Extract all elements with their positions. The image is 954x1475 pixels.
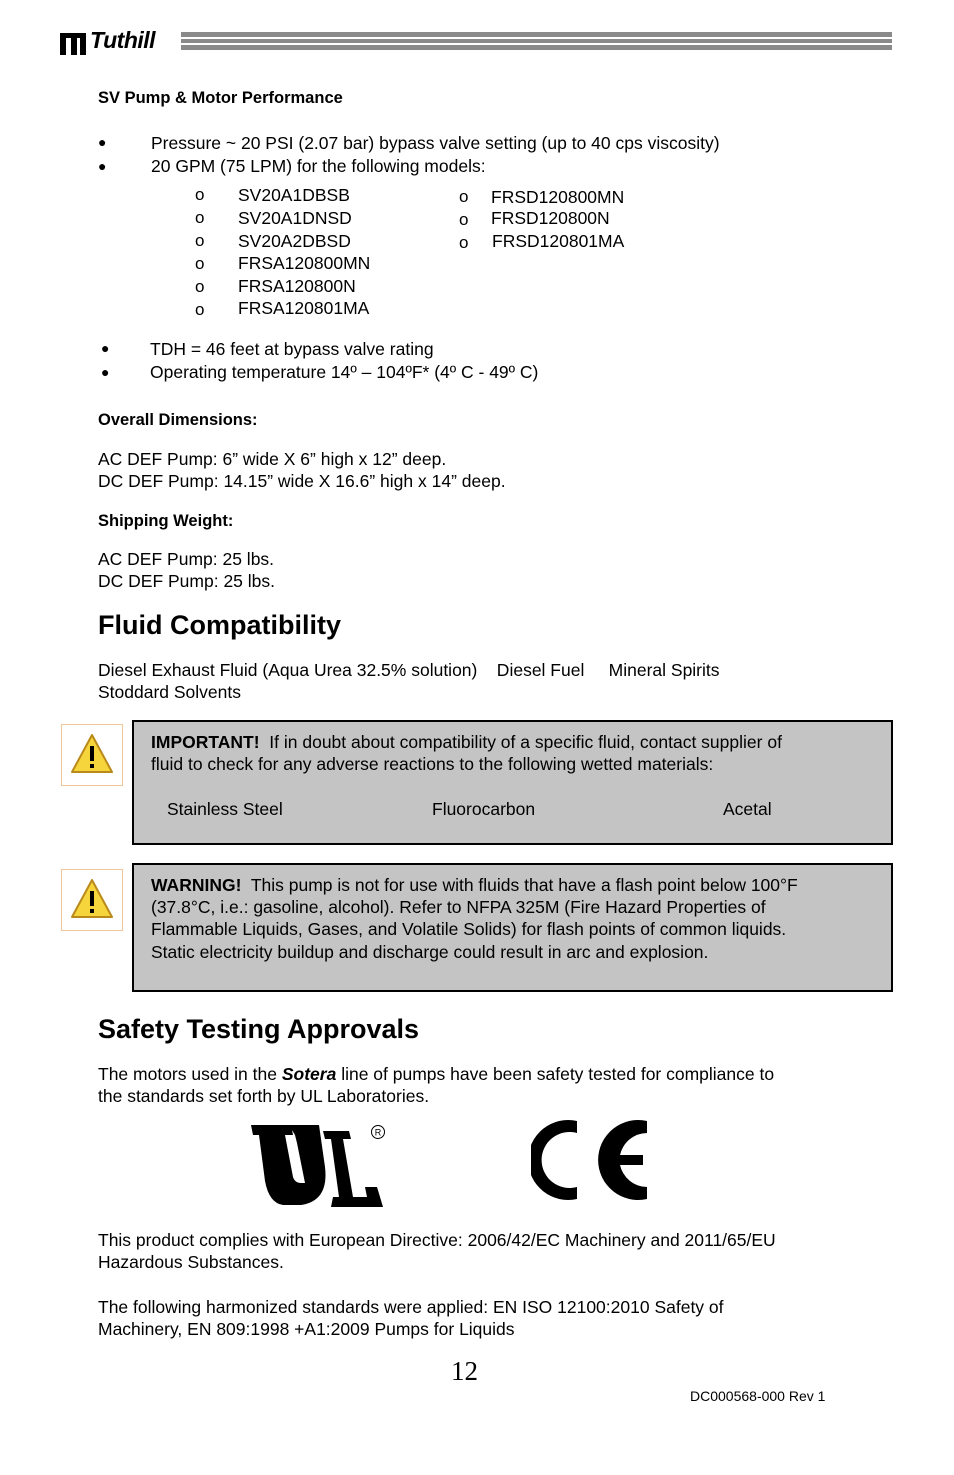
important-label: IMPORTANT! xyxy=(151,732,260,752)
circle-bullet-icon: o xyxy=(195,277,205,296)
bullet-tdh: TDH = 46 feet at bypass valve rating xyxy=(150,339,434,359)
weight-ac: AC DEF Pump: 25 lbs. xyxy=(98,549,275,569)
list-item: SV20A1DNSD xyxy=(238,208,352,228)
circle-bullet-icon: o xyxy=(195,185,205,204)
fluid-heading: Fluid Compatibility xyxy=(98,610,341,640)
safety-line2: the standards set forth by UL Laboratories. xyxy=(98,1086,430,1106)
list-item: SV20A2DBSD xyxy=(238,231,351,251)
ul-logo-icon xyxy=(249,1121,389,1211)
material-stainless: Stainless Steel xyxy=(167,799,283,819)
ul-registered-mark: R xyxy=(374,1127,382,1138)
weight-dc: DC DEF Pump: 25 lbs. xyxy=(98,571,275,591)
bullet-icon: ● xyxy=(101,364,110,380)
bullet-gpm: 20 GPM (75 LPM) for the following models: xyxy=(151,156,486,176)
bullet-icon: ● xyxy=(101,340,110,356)
standards-line1: The following harmonized standards were applied: EN ISO 12100:2010 Safety of xyxy=(98,1297,724,1317)
important-text: If in doubt about compatibility of a specific fluid, contact supplier of xyxy=(269,732,782,752)
circle-bullet-icon: o xyxy=(459,210,469,229)
directive-line1: This product complies with European Directive: 2006/42/EC Machinery and 2011/65/EU xyxy=(98,1230,776,1250)
circle-bullet-icon: o xyxy=(459,187,469,206)
circle-bullet-icon: o xyxy=(195,208,205,227)
warning-line2: (37.8°C, i.e.: gasoline, alcohol). Refer to NFPA 325M (Fire Hazard Properties of xyxy=(151,897,766,917)
material-fluorocarbon: Fluorocarbon xyxy=(432,799,536,819)
circle-bullet-icon: o xyxy=(195,254,205,273)
tuthill-logo-icon xyxy=(58,29,92,57)
bullet-icon: ● xyxy=(98,158,107,174)
dimensions-dc: DC DEF Pump: 14.15” wide X 16.6” high x 14” deep. xyxy=(98,471,506,491)
list-item: FRSA120801MA xyxy=(238,298,370,318)
warning-triangle-icon xyxy=(61,724,123,786)
logo-text: Tuthill xyxy=(90,27,156,53)
list-item: FRSA120800N xyxy=(238,276,356,296)
fluid-list-line1: Diesel Exhaust Fluid (Aqua Urea 32.5% solution) Diesel Fuel Mineral Spirits xyxy=(98,660,720,680)
fluid-list-line2: Stoddard Solvents xyxy=(98,682,242,702)
bullet-temperature: Operating temperature 14º – 104ºF* (4º C - 49º C) xyxy=(150,362,539,382)
weight-heading: Shipping Weight: xyxy=(98,512,234,530)
safety-heading: Safety Testing Approvals xyxy=(98,1014,420,1044)
circle-bullet-icon: o xyxy=(195,231,205,250)
circle-bullet-icon: o xyxy=(459,233,469,252)
warning-triangle-icon xyxy=(61,869,123,931)
warning-text: This pump is not for use with fluids that have a flash point below 100°F xyxy=(250,875,798,895)
list-item: FRSD120800MN xyxy=(491,187,625,207)
list-item: FRSA120800MN xyxy=(238,253,371,273)
brand-name: Sotera xyxy=(281,1064,337,1084)
page-number: 12 xyxy=(451,1356,478,1386)
material-acetal: Acetal xyxy=(723,799,772,819)
directive-line2: Hazardous Substances. xyxy=(98,1252,284,1272)
safety-line1: The motors used in the Sotera line of pumps have been safety tested for compliance to xyxy=(98,1064,775,1084)
doc-id: DC000568-000 Rev 1 xyxy=(690,1388,826,1404)
dimensions-heading: Overall Dimensions: xyxy=(98,411,258,429)
ce-mark-icon xyxy=(531,1117,651,1203)
performance-heading: SV Pump & Motor Performance xyxy=(98,89,343,107)
list-item: FRSD120801MA xyxy=(492,231,625,251)
warning-line1 xyxy=(151,874,798,896)
circle-bullet-icon: o xyxy=(195,300,205,319)
list-item: SV20A1DBSB xyxy=(238,185,350,205)
standards-line2: Machinery, EN 809:1998 +A1:2009 Pumps for Liquids xyxy=(98,1319,515,1339)
warning-line4: Static electricity buildup and discharge could result in arc and explosion. xyxy=(151,942,709,962)
important-line1 xyxy=(151,731,782,753)
important-line2: fluid to check for any adverse reactions to the following wetted materials: xyxy=(151,754,714,774)
list-item: FRSD120800N xyxy=(491,208,610,228)
dimensions-ac: AC DEF Pump: 6” wide X 6” high x 12” deep. xyxy=(98,449,447,469)
warning-label: WARNING! xyxy=(151,875,242,895)
bullet-pressure: Pressure ~ 20 PSI (2.07 bar) bypass valve setting (up to 40 cps viscosity) xyxy=(151,133,720,153)
warning-line3: Flammable Liquids, Gases, and Volatile Solids) for flash points of common liquids. xyxy=(151,919,787,939)
bullet-icon: ● xyxy=(98,134,107,150)
